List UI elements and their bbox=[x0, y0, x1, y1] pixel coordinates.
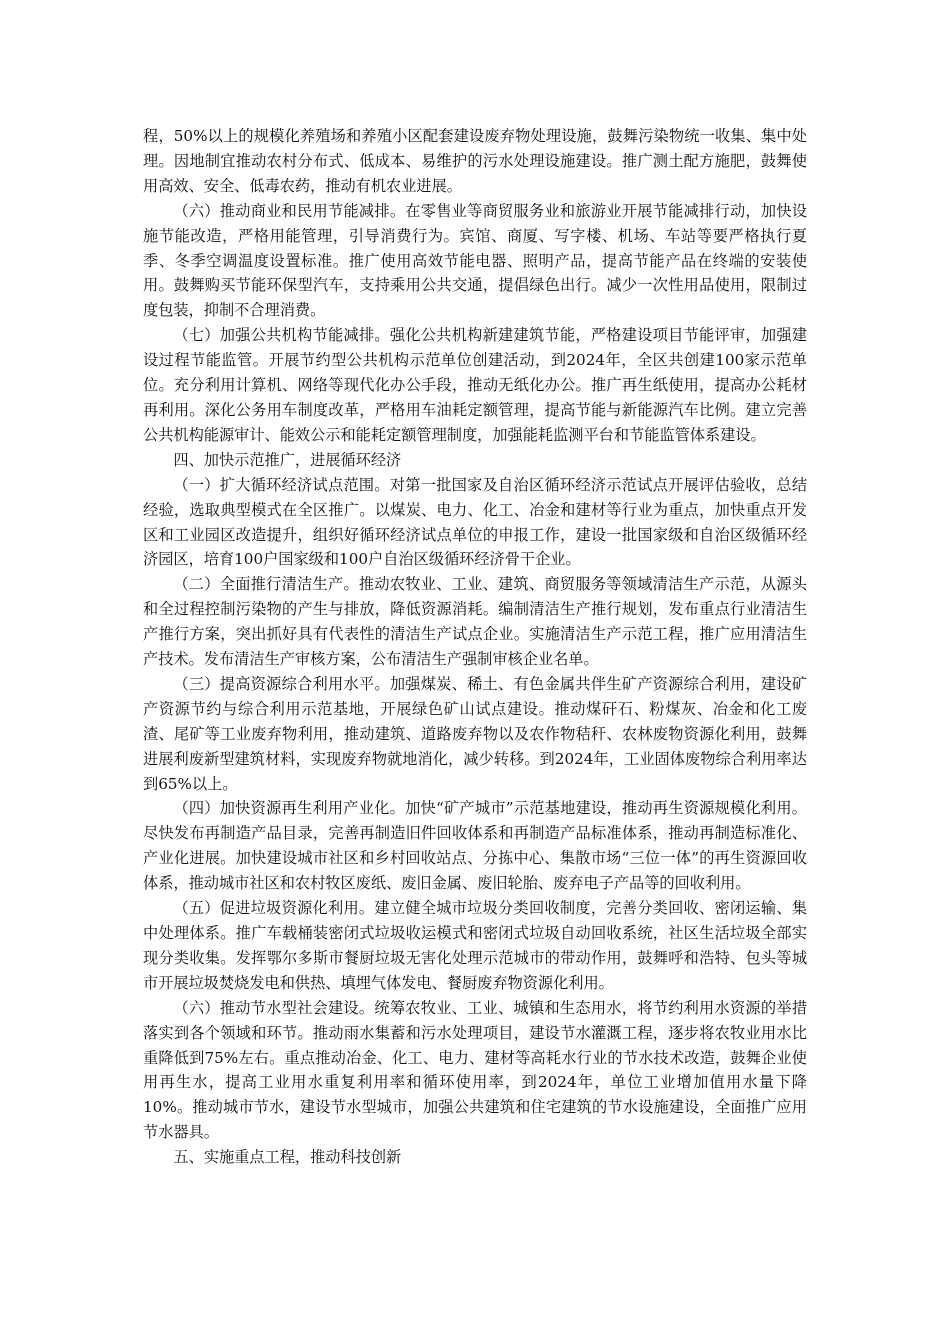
paragraph-continuation: 程，50%以上的规模化养殖场和养殖小区配套建设废弃物处理设施，鼓舞污染物统一收集、集中处理。因地制宜推动农村分布式、低成本、易维护的污水处理设施建设。推广测土配方施肥，鼓舞使用高效、安全、低毒农药，推动有机农业进展。 bbox=[143, 127, 807, 195]
paragraph-public-institutions: （七）加强公共机构节能减排。强化公共机构新建建筑节能，严格建设项目节能评审，加强建设过程节能监管。开展节约型公共机构示范单位创建活动，到2024年，全区共创建100家示范单位。充分利用计算机、网络等现代化办公手段，推动无纸化办公。推广再生纸使用，提高办公耗材再利用。深化公务用车制度改革，严格用车油耗定额管理，提高节能与新能源汽车比例。建立完善公共机构能源审计、能效公示和能耗定额管理制度，加强能耗监测平台和节能监管体系建设。 bbox=[143, 326, 807, 444]
paragraph-resource-recycling: （四）加快资源再生利用产业化。加快“矿产城市”示范基地建设，推动再生资源规模化利用。尽快发布再制造产品目录，完善再制造旧件回收体系和再制造产品标准体系，推动再制造标准化、产业化进展。加快建设城市社区和乡村回收站点、分拣中心、集散市场“三位一体”的再生资源回收体系，推动城市社区和农村牧区废纸、废旧金属、废旧轮胎、废弃电子产品等的回收利用。 bbox=[143, 799, 807, 893]
paragraph-commercial-energy-saving: （六）推动商业和民用节能减排。在零售业等商贸服务业和旅游业开展节能减排行动，加快设施节能改造，严格用能管理，引导消费行为。宾馆、商厦、写字楼、机场、车站等要严格执行夏季、冬季空调温度设置标准。推广使用高效节能电器、照明产品，提高节能产品在终端的安装使用。鼓舞购买节能环保型汽车，支持乘用公共交通，提倡绿色出行。减少一次性用品使用，限制过度包装，抑制不合理消费。 bbox=[143, 201, 807, 320]
paragraph-circular-economy-pilots: （一）扩大循环经济试点范围。对第一批国家及自治区循环经济示范试点开展评估验收，总结经验，选取典型模式在全区推广。以煤炭、电力、化工、冶金和建材等行业为重点，加快重点开发区和工业园区改造提升，组织好循环经济试点单位的申报工作，建设一批国家级和自治区级循环经济园区，培育100户国家级和100户自治区级循环经济骨干企业。 bbox=[143, 475, 807, 569]
section-heading-5: 五、实施重点工程，推动科技创新 bbox=[173, 1148, 402, 1167]
paragraph-water-saving: （六）推动节水型社会建设。统筹农牧业、工业、城镇和生态用水，将节约利用水资源的举措落实到各个领域和环节。推动雨水集蓄和污水处理项目，建设节水灌溉工程，逐步将农牧业用水比重降低到75%左右。重点推动冶金、化工、电力、建材等高耗水行业的节水技术改造，鼓舞企业使用再生水，提高工业用水重复利用率和循环使用率，到2024年，单位工业增加值用水量下降10%。推动城市节水，建设节水型城市，加强公共建筑和住宅建筑的节水设施建设，全面推广应用节水器具。 bbox=[143, 998, 807, 1142]
paragraph-clean-production: （二）全面推行清洁生产。推动农牧业、工业、建筑、商贸服务等领域清洁生产示范，从源头和全过程控制污染物的产生与排放，降低资源消耗。编制清洁生产推行规划，发布重点行业清洁生产推行方案，突出抓好具有代表性的清洁生产试点企业。实施清洁生产示范工程，推广应用清洁生产技术。发布清洁生产审核方案，公布清洁生产强制审核企业名单。 bbox=[143, 575, 807, 669]
document-body bbox=[143, 124, 807, 1170]
section-heading-4: 四、加快示范推广，进展循环经济 bbox=[173, 450, 402, 469]
paragraph-waste-recycling: （五）促进垃圾资源化利用。建立健全城市垃圾分类回收制度，完善分类回收、密闭运输、集中处理体系。推广车载桶装密闭式垃圾收运模式和密闭式垃圾自动回收系统，社区生活垃圾全部实现分类收集。发挥鄂尔多斯市餐厨垃圾无害化处理示范城市的带动作用，鼓舞呼和浩特、包头等城市开展垃圾焚烧发电和供热、填埋气体发电、餐厨废弃物资源化利用。 bbox=[143, 899, 807, 992]
paragraph-resource-utilization: （三）提高资源综合利用水平。加强煤炭、稀土、有色金属共伴生矿产资源综合利用，建设矿产资源节约与综合利用示范基地，开展绿色矿山试点建设。推动煤矸石、粉煤灰、冶金和化工废渣、尾矿等工业废弃物利用，推动建筑、道路废弃物以及农作物秸秆、农林废物资源化利用，鼓舞进展利废新型建筑材料，实现废弃物就地消化，减少转移。到2024年，工业固体废物综合利用率达到65%以上。 bbox=[143, 674, 807, 793]
